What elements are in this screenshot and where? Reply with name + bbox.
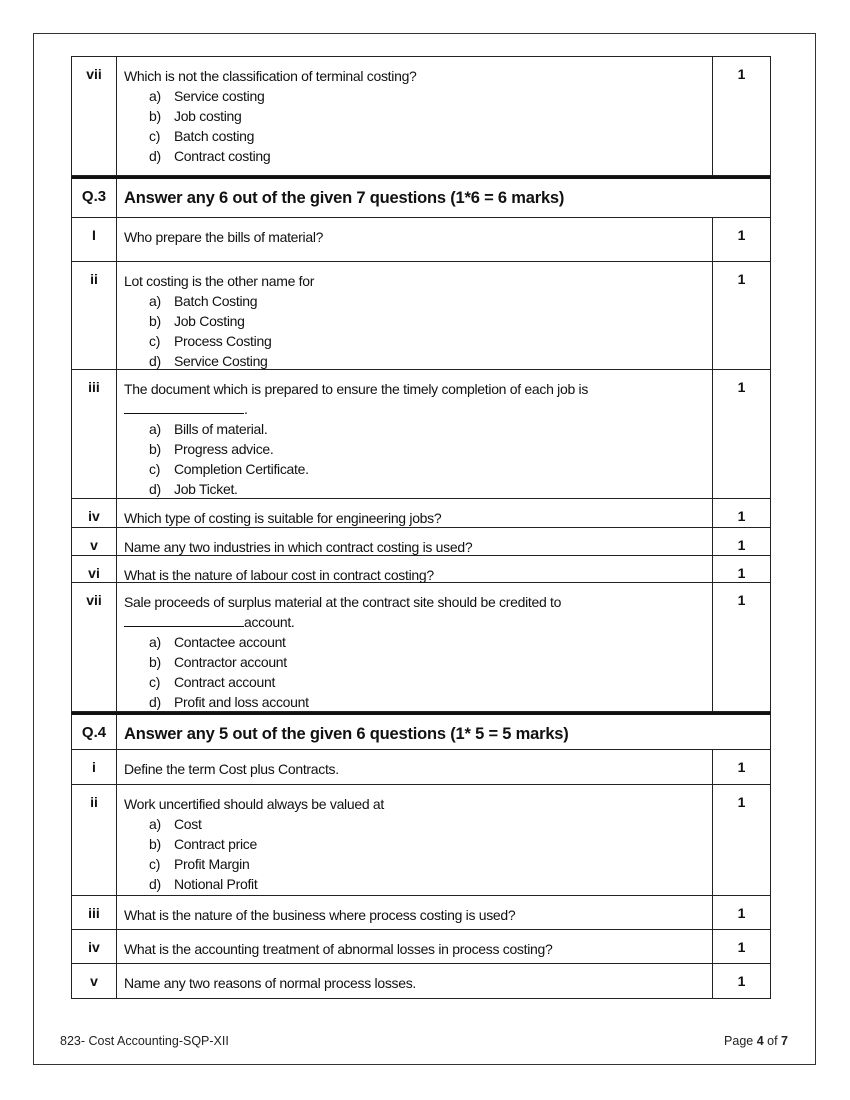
question-table <box>71 56 771 999</box>
question-text <box>124 188 762 208</box>
option-letter: a) <box>149 88 161 104</box>
option-text: Process Costing <box>174 333 272 349</box>
question-text <box>124 973 706 993</box>
question-row <box>71 896 771 930</box>
answer-option <box>124 652 706 672</box>
question-text <box>124 724 762 744</box>
option-text: Profit Margin <box>174 856 250 872</box>
marks-cell: 1 <box>712 528 770 555</box>
blank-suffix: . <box>244 401 248 417</box>
marks-cell: 1 <box>712 964 770 998</box>
answer-option <box>124 146 706 166</box>
question-body <box>124 592 706 712</box>
question-text <box>124 939 706 959</box>
section-header-row <box>71 712 771 750</box>
marks-cell: 1 <box>712 930 770 963</box>
question-row <box>71 370 771 499</box>
marks-cell: 1 <box>712 896 770 929</box>
option-letter: b) <box>149 108 161 124</box>
fill-blank <box>124 399 706 419</box>
question-text <box>124 759 706 779</box>
question-text-main: Who prepare the bills of material? <box>124 229 324 245</box>
question-text <box>124 508 706 528</box>
marks-cell: 1 <box>712 262 770 369</box>
footer-doc-code: 823- Cost Accounting-SQP-XII <box>60 1034 229 1048</box>
option-letter: a) <box>149 816 161 832</box>
answer-option <box>124 459 706 479</box>
option-text: Contractor account <box>174 654 287 670</box>
option-text: Contract costing <box>174 148 271 164</box>
blank-line <box>124 613 244 627</box>
section-header-row <box>71 176 771 218</box>
question-body <box>124 565 706 585</box>
question-row <box>71 56 771 176</box>
question-text-main: What is the nature of the business where process costing is used? <box>124 907 516 923</box>
answer-option <box>124 126 706 146</box>
question-text-main: What is the nature of labour cost in contract costing? <box>124 567 434 583</box>
option-text: Service costing <box>174 88 265 104</box>
question-number: Q.4 <box>72 715 117 749</box>
question-row <box>71 528 771 556</box>
marks-cell: 1 <box>712 218 770 261</box>
question-text-main: The document which is prepared to ensure the timely completion of each job is <box>124 381 589 397</box>
question-number: vii <box>72 583 117 711</box>
marks-cell: 1 <box>712 370 770 498</box>
option-text: Contactee account <box>174 634 286 650</box>
option-text: Notional Profit <box>174 876 258 892</box>
option-text: Contract price <box>174 836 257 852</box>
question-number: vii <box>72 57 117 175</box>
marks-cell: 1 <box>712 499 770 527</box>
option-letter: d) <box>149 481 161 497</box>
option-text: Contract account <box>174 674 276 690</box>
question-body <box>124 508 706 528</box>
answer-option <box>124 632 706 652</box>
option-text: Job costing <box>174 108 242 124</box>
marks-cell: 1 <box>712 556 770 582</box>
question-body <box>124 227 706 247</box>
answer-option <box>124 439 706 459</box>
option-letter: c) <box>149 674 161 690</box>
question-number: Q.3 <box>72 179 117 217</box>
marks-cell: 1 <box>712 583 770 711</box>
question-body <box>124 905 706 925</box>
question-text-main: Which type of costing is suitable for engineering jobs? <box>124 510 442 526</box>
option-text: Batch Costing <box>174 293 258 309</box>
option-text: Batch costing <box>174 128 255 144</box>
option-text: Bills of material. <box>174 421 268 437</box>
answer-option <box>124 834 706 854</box>
question-body <box>124 271 706 371</box>
option-letter: d) <box>149 876 161 892</box>
question-number: iii <box>72 370 117 498</box>
question-row <box>71 785 771 896</box>
question-row <box>71 218 771 262</box>
question-row <box>71 583 771 712</box>
question-number: v <box>72 964 117 998</box>
question-text <box>124 592 706 612</box>
question-text <box>124 537 706 557</box>
question-text-main: Sale proceeds of surplus material at the contract site should be credited to <box>124 594 562 610</box>
question-number: v <box>72 528 117 555</box>
answer-option <box>124 692 706 712</box>
option-text: Completion Certificate. <box>174 461 309 477</box>
page-total: 7 <box>781 1034 788 1048</box>
question-body <box>124 939 706 959</box>
question-row <box>71 499 771 528</box>
question-number: i <box>72 750 117 784</box>
answer-option <box>124 86 706 106</box>
option-text: Service Costing <box>174 353 268 369</box>
answer-option <box>124 479 706 499</box>
question-text <box>124 66 706 86</box>
option-text: Progress advice. <box>174 441 274 457</box>
answer-option <box>124 291 706 311</box>
question-text <box>124 271 706 291</box>
question-row <box>71 964 771 999</box>
question-row <box>71 556 771 583</box>
question-body <box>124 66 706 166</box>
option-letter: b) <box>149 654 161 670</box>
question-number: iii <box>72 896 117 929</box>
answer-option <box>124 351 706 371</box>
question-text <box>124 905 706 925</box>
option-letter: b) <box>149 441 161 457</box>
option-letter: c) <box>149 333 161 349</box>
answer-option <box>124 854 706 874</box>
option-letter: c) <box>149 856 161 872</box>
blank-line <box>124 400 244 414</box>
option-letter: a) <box>149 293 161 309</box>
footer-page-number <box>724 1034 788 1048</box>
answer-option <box>124 814 706 834</box>
question-text <box>124 227 706 247</box>
page-of: of <box>763 1034 782 1048</box>
question-number: ii <box>72 785 117 895</box>
option-letter: c) <box>149 461 161 477</box>
option-letter: d) <box>149 353 161 369</box>
question-body <box>124 759 706 779</box>
option-text: Cost <box>174 816 202 832</box>
question-text <box>124 794 706 814</box>
marks-cell: 1 <box>712 750 770 784</box>
question-number: ii <box>72 262 117 369</box>
question-body <box>124 537 706 557</box>
question-number: I <box>72 218 117 261</box>
answer-option <box>124 874 706 894</box>
marks-cell: 1 <box>712 785 770 895</box>
option-text: Job Costing <box>174 313 245 329</box>
option-text: Job Ticket. <box>174 481 238 497</box>
page-current: 4 <box>756 1034 764 1048</box>
answer-option <box>124 331 706 351</box>
question-text-main: Answer any 5 out of the given 6 questions (1* 5 = 5 marks) <box>124 725 569 743</box>
question-text-main: Answer any 6 out of the given 7 questions (1*6 = 6 marks) <box>124 189 565 207</box>
question-body <box>124 794 706 894</box>
option-letter: d) <box>149 148 161 164</box>
question-text-main: Lot costing is the other name for <box>124 273 315 289</box>
question-text-main: Which is not the classification of terminal costing? <box>124 68 417 84</box>
blank-suffix: account. <box>244 614 295 630</box>
question-number: iv <box>72 930 117 963</box>
question-row <box>71 930 771 964</box>
question-text-main: Name any two reasons of normal process losses. <box>124 975 416 991</box>
option-letter: b) <box>149 313 161 329</box>
question-text-main: Name any two industries in which contract costing is used? <box>124 539 473 555</box>
option-text: Profit and loss account <box>174 694 309 710</box>
option-letter: a) <box>149 421 161 437</box>
question-text-main: Define the term Cost plus Contracts. <box>124 761 339 777</box>
question-row <box>71 262 771 370</box>
question-text <box>124 379 706 399</box>
question-row <box>71 750 771 785</box>
question-body <box>124 379 706 499</box>
question-text-main: Work uncertified should always be valued at <box>124 796 384 812</box>
question-body <box>124 973 706 993</box>
question-text-main: What is the accounting treatment of abnormal losses in process costing? <box>124 941 553 957</box>
question-number: vi <box>72 556 117 582</box>
answer-option <box>124 311 706 331</box>
question-text <box>124 565 706 585</box>
option-letter: d) <box>149 694 161 710</box>
answer-option <box>124 672 706 692</box>
section-instruction <box>124 188 762 208</box>
answer-option <box>124 419 706 439</box>
question-number: iv <box>72 499 117 527</box>
page-label: Page <box>724 1034 757 1048</box>
option-letter: a) <box>149 634 161 650</box>
section-instruction <box>124 724 762 744</box>
option-letter: b) <box>149 836 161 852</box>
option-letter: c) <box>149 128 161 144</box>
marks-cell: 1 <box>712 57 770 175</box>
fill-blank <box>124 612 706 632</box>
answer-option <box>124 106 706 126</box>
